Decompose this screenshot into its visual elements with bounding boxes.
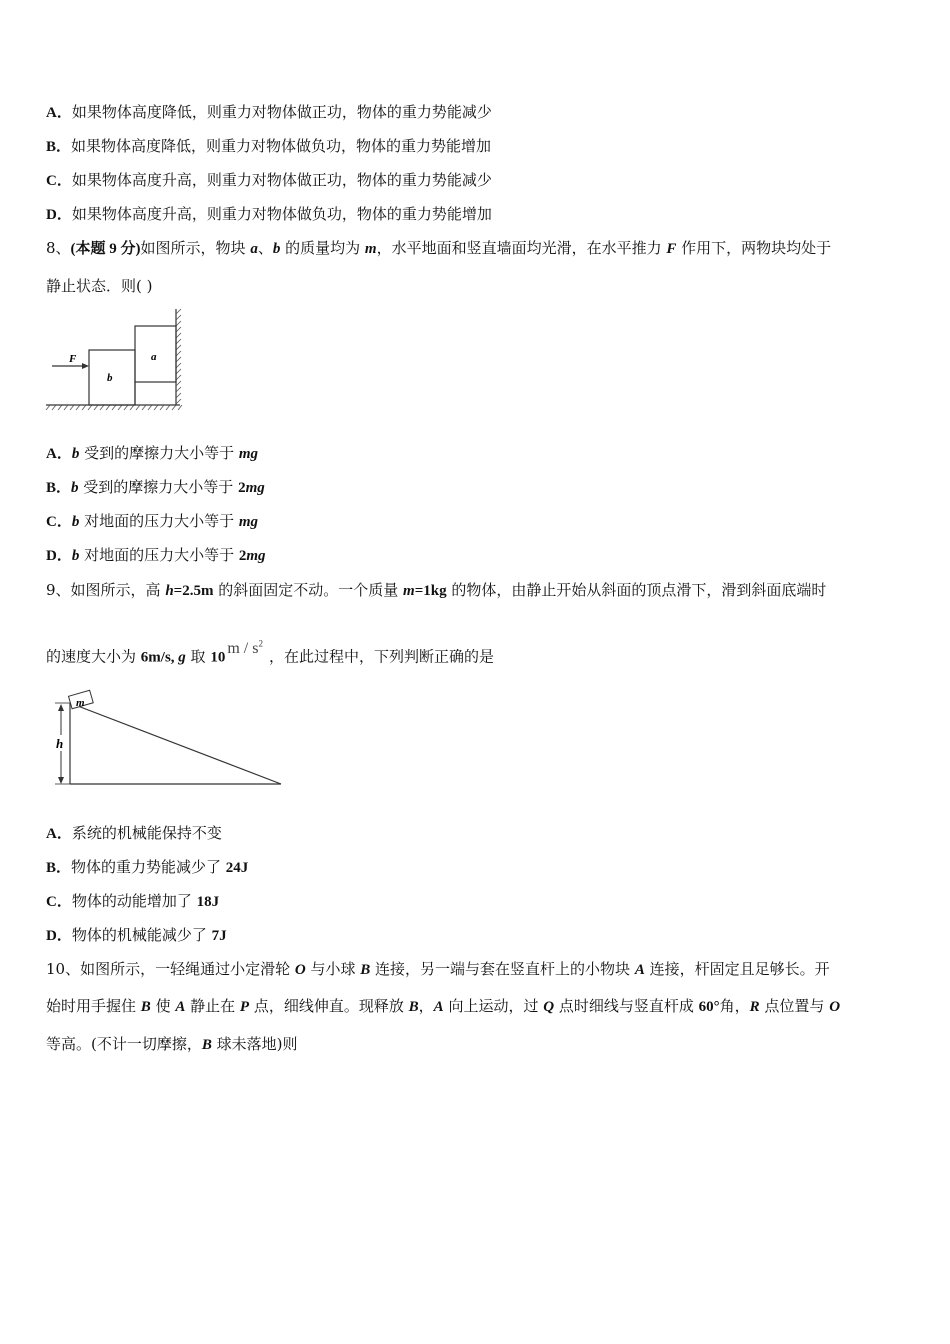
ground-hatching	[46, 405, 182, 410]
q9-option-d: D．物体的机械能减少了 7J	[46, 926, 227, 944]
block-b-label: b	[107, 372, 113, 384]
q8-figure	[44, 306, 189, 412]
q8-option-c: C．b 对地面的压力大小等于 mg	[46, 512, 259, 530]
force-label: F	[69, 353, 77, 365]
q9-stem-line1: 9、如图所示，高 h=2.5m 的斜面固定不动。一个质量 m=1kg 的物体，由静止开始从斜面的顶点滑下，滑到斜面底端时	[46, 581, 827, 599]
q10-stem-line3: 等高。(不计一切摩擦，B 球未落地)则	[46, 1035, 298, 1053]
q9-option-b: B．物体的重力势能减少了 24J	[46, 858, 249, 876]
q8-stem-line1: 8、(本题 9 分)如图所示，物块 a、b 的质量均为 m，水平地面和竖直墙面均光滑，在水平推力 F 作用下，两物块均处于	[46, 239, 832, 257]
q8-option-b: B．b 受到的摩擦力大小等于 2mg	[46, 478, 265, 496]
q9-option-c: C．物体的动能增加了 18J	[46, 892, 220, 910]
mass-label: m	[76, 697, 85, 709]
q9-figure	[50, 690, 286, 790]
q9-stem-line2: 的速度大小为 6m/s, g 取 10 m / $s^2$，在此过程中，下列判断正确的是	[46, 639, 494, 666]
q7-option-c: C．如果物体高度升高，则重力对物体做正功，物体的重力势能减少	[46, 171, 492, 189]
q7-option-b: B．如果物体高度降低，则重力对物体做负功，物体的重力势能增加	[46, 137, 492, 155]
height-label: h	[56, 736, 64, 751]
q8-option-a: A．b 受到的摩擦力大小等于 mg	[46, 444, 259, 462]
q8-stem-line2: 静止状态．则( )	[46, 277, 153, 295]
q7-option-d: D．如果物体高度升高，则重力对物体做负功，物体的重力势能增加	[46, 205, 492, 223]
q9-option-a: A．系统的机械能保持不变	[46, 824, 222, 842]
incline-slope	[70, 703, 281, 784]
q10-stem-line2: 始时用手握住 B 使 A 静止在 P 点，细线伸直。现释放 B，A 向上运动，过 Q 点时细线与竖直杆成 60°角，R 点位置与 O	[46, 997, 841, 1015]
block-a-label: a	[151, 351, 157, 363]
wall-hatching	[176, 309, 181, 404]
force-arrow-head	[82, 363, 89, 369]
height-arrow-bottom	[58, 777, 64, 784]
q10-stem-line1: 10、如图所示，一轻绳通过小定滑轮 O 与小球 B 连接，另一端与套在竖直杆上的小物块 A 连接，杆固定且足够长。开	[46, 960, 830, 978]
height-arrow-top	[58, 704, 64, 711]
unit-m-per-s2: m / $s^2$	[227, 639, 263, 658]
q8-option-d: D．b 对地面的压力大小等于 2mg	[46, 546, 266, 564]
q7-option-a: A．如果物体高度降低，则重力对物体做正功，物体的重力势能减少	[46, 103, 492, 121]
